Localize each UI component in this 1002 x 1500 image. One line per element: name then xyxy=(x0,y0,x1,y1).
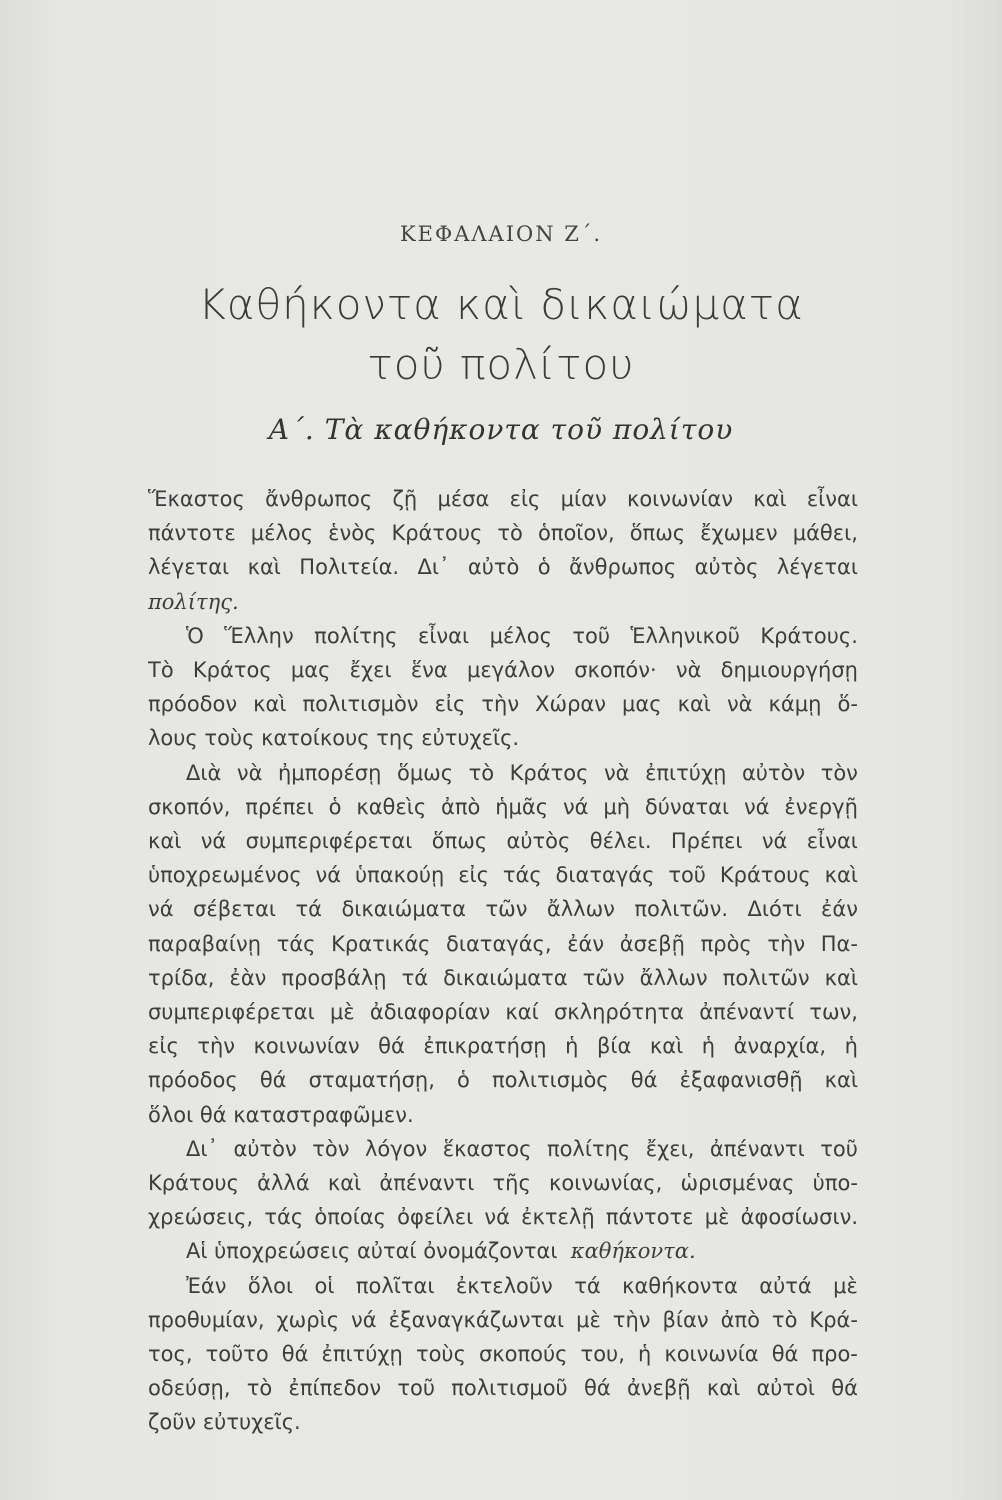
word: ἐκτελοῦν xyxy=(455,1273,553,1298)
word: καθεὶς xyxy=(356,794,427,819)
word: εἰς xyxy=(458,863,489,888)
word: θά xyxy=(281,1342,309,1367)
word: ὁ xyxy=(537,555,551,580)
section-heading: Α΄. Τὰ καθήκοντα τοῦ πολίτου xyxy=(268,413,734,446)
text-line xyxy=(148,1132,858,1166)
chapter-title-line-1: Καθήκοντα καὶ δικαιώματα xyxy=(198,280,804,329)
word: ἐὰν xyxy=(229,965,267,990)
word: τὸ xyxy=(771,1307,798,1332)
word: ἕνα xyxy=(410,658,448,683)
word: χρεώσεις, xyxy=(148,1205,254,1230)
word: πρέπει xyxy=(245,794,314,819)
text-line xyxy=(148,1371,858,1405)
word: τά xyxy=(295,897,322,922)
word: πάντοτε xyxy=(605,1205,694,1230)
word: σκοπόν· xyxy=(574,658,657,683)
word: τὴν xyxy=(481,692,520,717)
text-line xyxy=(148,1303,858,1337)
text-line xyxy=(148,1063,858,1097)
word: θά xyxy=(831,1376,858,1401)
word: αὐτὸν xyxy=(741,760,806,785)
word: θά xyxy=(583,1376,611,1401)
word: ὁποίας xyxy=(314,1205,386,1230)
word: καὶ xyxy=(824,1068,858,1093)
word: καὶ xyxy=(148,829,182,854)
word: πολίτης xyxy=(546,1136,631,1161)
word: ἡ xyxy=(565,1034,579,1059)
word: νὰ xyxy=(603,760,630,785)
word: μέσα xyxy=(437,487,490,511)
word: Κράτους xyxy=(148,1171,239,1196)
word: πάντοτε xyxy=(148,521,236,546)
word: πολιτῶν xyxy=(722,965,810,990)
word: χωρὶς xyxy=(276,1307,340,1332)
word: ζῇ xyxy=(392,487,418,511)
word: τὴν xyxy=(197,1034,236,1059)
word: οδεύσῃ, xyxy=(148,1376,231,1401)
word: μίαν xyxy=(560,487,607,511)
word: ὅ- xyxy=(837,692,858,717)
word: καθήκοντα xyxy=(622,1273,738,1298)
word: αὐτοὶ xyxy=(756,1376,816,1401)
word: διαταγάς xyxy=(555,863,655,888)
word: πρὸς xyxy=(700,931,752,956)
word: νά xyxy=(148,897,174,922)
word: ἐάν xyxy=(821,897,858,922)
word: καὶ xyxy=(824,863,858,888)
word: μὴ xyxy=(603,794,631,819)
word: μὲ xyxy=(329,1000,355,1025)
word: ἀπέναντί xyxy=(699,1000,795,1025)
word: θέλει. xyxy=(589,829,652,854)
word: μας xyxy=(622,692,662,717)
word: πρόοδον xyxy=(148,692,238,717)
word: του, xyxy=(580,1342,625,1367)
word: ἡ xyxy=(844,1034,858,1059)
word: διαταγάς, xyxy=(446,931,552,956)
word: βία xyxy=(596,1034,632,1059)
word: ὑπακούῃ xyxy=(354,863,445,888)
word: Χώραν xyxy=(535,692,606,717)
word: ὅμως xyxy=(396,760,454,785)
word: εἰς xyxy=(148,1034,179,1059)
word: ἔχει, xyxy=(645,1136,695,1161)
word: κάμῃ xyxy=(768,692,822,717)
text-line xyxy=(148,927,858,961)
text-line xyxy=(148,892,858,926)
text-line xyxy=(148,1166,858,1200)
word: τοὺς xyxy=(415,1342,466,1367)
word: ἀνεβῇ xyxy=(626,1376,691,1401)
word: τοῦ xyxy=(668,863,706,888)
text-line xyxy=(148,516,858,550)
word: τάς xyxy=(502,863,542,888)
text-line xyxy=(148,756,858,790)
word: οἱ xyxy=(314,1273,335,1298)
word: δικαιώματα xyxy=(341,897,467,922)
word: ἐξαφανισθῇ xyxy=(679,1068,803,1093)
text-line xyxy=(148,687,858,721)
text-fragment-emphasis: καθήκοντα. xyxy=(570,1239,696,1264)
word: ἀλλά xyxy=(257,1171,310,1196)
word: τὴν xyxy=(767,931,806,956)
word: σέβεται xyxy=(193,897,277,922)
word: ἡ xyxy=(701,1034,716,1059)
word: μὲ xyxy=(833,1273,858,1298)
word: νὰ xyxy=(675,658,702,683)
word: Κράτος xyxy=(509,760,589,785)
word: ἐπιτύχῃ xyxy=(645,760,727,785)
text-line xyxy=(148,653,858,687)
word: ἐπίπεδον xyxy=(288,1376,382,1401)
text-line-emphasis: πολίτης. xyxy=(148,589,239,614)
word: συμπεριφέρεται xyxy=(245,829,413,854)
text-line xyxy=(148,961,858,995)
word: ὡρισμένας xyxy=(680,1171,795,1196)
word: σκληρότητα xyxy=(553,1000,684,1025)
word: καὶ xyxy=(753,487,787,511)
word: τρίδα, xyxy=(148,965,215,990)
word: νά xyxy=(743,794,770,819)
word: θά xyxy=(259,1068,287,1093)
word: βίαν xyxy=(662,1307,709,1332)
word: λέγεται xyxy=(148,555,230,580)
word: δικαιώματα xyxy=(443,965,568,990)
word: ὑποχρεωμένος xyxy=(148,863,302,888)
text-fragment: Αἱ ὑποχρεώσεις αὐταί ὀνομάζονται xyxy=(186,1239,558,1264)
word: σκοπόν, xyxy=(148,794,231,819)
word: εἶναι xyxy=(806,829,858,854)
word: Δι᾿ xyxy=(186,1136,218,1161)
word: ἠμπορέσῃ xyxy=(277,760,382,785)
word: μέλος xyxy=(489,623,552,648)
word: λόγον xyxy=(364,1136,428,1161)
word: τάς xyxy=(264,1205,304,1230)
word: Ἑλληνικοῦ xyxy=(630,623,740,648)
word: Κρατικάς xyxy=(331,931,431,956)
word: πολιτῶν. xyxy=(634,897,729,922)
word: τάς xyxy=(276,931,316,956)
word: νά xyxy=(484,1205,510,1230)
word: ἔχωμεν xyxy=(700,521,778,546)
word: πολιτισμὸν xyxy=(302,692,419,717)
word: ἐπικρατήσῃ xyxy=(423,1034,547,1059)
word: Κράτους. xyxy=(760,623,858,648)
word: καί xyxy=(505,1000,539,1025)
word: εἶναι xyxy=(417,623,470,648)
word: Κράτος xyxy=(192,658,272,683)
word: μας xyxy=(290,658,331,683)
word: Διότι xyxy=(747,897,802,922)
word: σταματήσῃ, xyxy=(308,1068,435,1093)
word: Πρέπει xyxy=(670,829,743,854)
word: τοῦτο xyxy=(205,1342,269,1367)
word: αὐτὸς xyxy=(506,829,571,854)
word: νά xyxy=(562,794,589,819)
word: εἰς xyxy=(509,487,541,511)
word: καὶ xyxy=(677,692,711,717)
word: ὑπο- xyxy=(812,1171,858,1196)
chapter-heading: ΚΕΦΑΛΑΙΟΝ Ζ΄. xyxy=(399,222,603,246)
word: τὸ xyxy=(246,1376,273,1401)
word: μεγάλον xyxy=(466,658,555,683)
word: αὐτὸν xyxy=(233,1136,297,1161)
text-line xyxy=(148,824,858,858)
text-line: ζοῦν εὐτυχεῖς. xyxy=(148,1410,301,1435)
word: πολιτισμοῦ xyxy=(451,1376,568,1401)
word: προσβάλῃ xyxy=(281,965,387,990)
word: ἡ xyxy=(637,1342,652,1367)
word: Δι᾿ xyxy=(417,555,450,580)
word: ὁ xyxy=(457,1068,470,1093)
word: ἕκαστος xyxy=(442,1136,532,1161)
word: Κρά- xyxy=(809,1307,858,1332)
word: ἄλλων xyxy=(639,965,708,990)
word: Τὸ xyxy=(148,658,174,683)
word: μάθει, xyxy=(792,521,858,546)
word: ἀφοσίωσιν. xyxy=(740,1205,858,1230)
text-line xyxy=(148,550,858,584)
word: καὶ xyxy=(649,1034,684,1059)
word: θά xyxy=(771,1342,799,1367)
word: μέλος xyxy=(250,521,314,546)
word: τὸ xyxy=(468,760,495,785)
word: εἰς xyxy=(434,692,466,717)
word: τά xyxy=(574,1273,601,1298)
word: μὲ xyxy=(576,1307,601,1332)
word: τὴν xyxy=(612,1307,651,1332)
word: αὐτά xyxy=(759,1273,812,1298)
word: ἄνθρωπος xyxy=(265,487,373,511)
word: λέγεται xyxy=(776,555,858,580)
word: νά xyxy=(315,863,342,888)
word: Ἕκαστος xyxy=(148,487,245,511)
text-line xyxy=(148,1200,858,1234)
word: Διὰ xyxy=(186,760,222,785)
text-line xyxy=(148,995,858,1029)
word: ὅπως xyxy=(629,521,686,546)
word: ἀδιαφορίαν xyxy=(369,1000,491,1025)
word: ἄλλων xyxy=(546,897,615,922)
word: νά xyxy=(761,829,788,854)
word: τὸ xyxy=(497,521,523,546)
word: τῶν xyxy=(582,965,625,990)
text-line: λους τοὺς κατοίκους της εὐτυχεῖς. xyxy=(148,726,520,751)
word: καὶ xyxy=(327,1171,362,1196)
word: ὀφείλει xyxy=(397,1205,474,1230)
word: προ- xyxy=(811,1342,858,1367)
word: ἀπέναντι xyxy=(709,1136,805,1161)
word: ἀπέναντι xyxy=(379,1171,475,1196)
word: ἀσεβῇ xyxy=(619,931,685,956)
word: ἐνεργῇ xyxy=(784,794,858,819)
word: παραβαίνῃ xyxy=(148,931,262,956)
word: κοινωνίαν xyxy=(626,487,733,511)
text-line xyxy=(148,858,858,892)
word: μὲ xyxy=(704,1205,730,1230)
word: Ὁ xyxy=(186,623,204,648)
word: Κράτους xyxy=(719,863,811,888)
word: τῆς xyxy=(492,1171,531,1196)
word: Ἐάν xyxy=(186,1273,227,1298)
word: τὸν xyxy=(820,760,858,785)
word: καὶ xyxy=(247,555,281,580)
word: κοινωνίας, xyxy=(548,1171,663,1196)
word: ἄνθρωπος xyxy=(569,555,677,580)
word: κοινωνία xyxy=(664,1342,759,1367)
word: προθυμίαν, xyxy=(148,1307,265,1332)
word: νά xyxy=(200,829,227,854)
word: των, xyxy=(809,1000,858,1025)
word: Ἕλλην xyxy=(224,623,294,648)
word: ὅπως xyxy=(431,829,488,854)
word: ἔχει xyxy=(349,658,392,683)
word: πολιτισμὸς xyxy=(492,1068,609,1093)
word: ὁποῖον, xyxy=(537,521,615,546)
text-line xyxy=(148,619,858,653)
word: δύναται xyxy=(644,794,730,819)
word: τῶν xyxy=(485,897,528,922)
word: τὸν xyxy=(312,1136,350,1161)
word: κοινωνίαν xyxy=(253,1034,360,1059)
word: ἐξαναγκάζωνται xyxy=(388,1307,565,1332)
word: καὶ xyxy=(706,1376,741,1401)
text-line xyxy=(148,1269,858,1303)
word: Κράτους xyxy=(391,521,483,546)
word: αὐτὸ xyxy=(467,555,520,580)
word: ἀπὸ xyxy=(441,794,481,819)
word: θά xyxy=(630,1068,658,1093)
word: ἀναρχία, xyxy=(733,1034,827,1059)
word: ἡμᾶς xyxy=(495,794,549,819)
word: Πολιτεία. xyxy=(299,555,400,580)
text-line xyxy=(148,1029,858,1063)
word: ἐκτελῇ xyxy=(521,1205,595,1230)
word: σκοπούς xyxy=(478,1342,568,1367)
word: καὶ xyxy=(824,965,858,990)
word: αὐτὸς xyxy=(694,555,759,580)
word: τά xyxy=(401,965,429,990)
word: εἶναι xyxy=(806,487,858,511)
chapter-title-line-2: τοῦ πολίτου xyxy=(367,340,635,389)
word: τοῦ xyxy=(572,623,611,648)
word: πολίτης xyxy=(314,623,398,648)
word: δημιουργήσῃ xyxy=(720,658,858,683)
text-line xyxy=(148,790,858,824)
word: ὅλοι xyxy=(247,1273,294,1298)
text-line xyxy=(148,482,858,516)
word: πρόοδος xyxy=(148,1068,238,1093)
text-line: ὅλοι θά καταστραφῶμεν. xyxy=(148,1102,414,1127)
word: καὶ xyxy=(253,692,287,717)
text-line xyxy=(148,1234,858,1268)
body-text xyxy=(148,482,858,1440)
word: τος, xyxy=(148,1342,193,1367)
text-line xyxy=(148,1337,858,1371)
word: νὰ xyxy=(726,692,753,717)
word: συμπεριφέρεται xyxy=(148,1000,315,1025)
word: ἐάν xyxy=(567,931,605,956)
word: πολῖται xyxy=(355,1273,435,1298)
word: ἀπὸ xyxy=(720,1307,760,1332)
word: ὁ xyxy=(328,794,342,819)
word: θά xyxy=(378,1034,405,1059)
word: τοῦ xyxy=(397,1376,435,1401)
word: τοῦ xyxy=(820,1136,858,1161)
word: νὰ xyxy=(236,760,263,785)
word: ἐπιτύχῃ xyxy=(321,1342,403,1367)
word: ἑνὸς xyxy=(328,521,377,546)
word: νά xyxy=(351,1307,377,1332)
word: Πα- xyxy=(820,931,858,956)
